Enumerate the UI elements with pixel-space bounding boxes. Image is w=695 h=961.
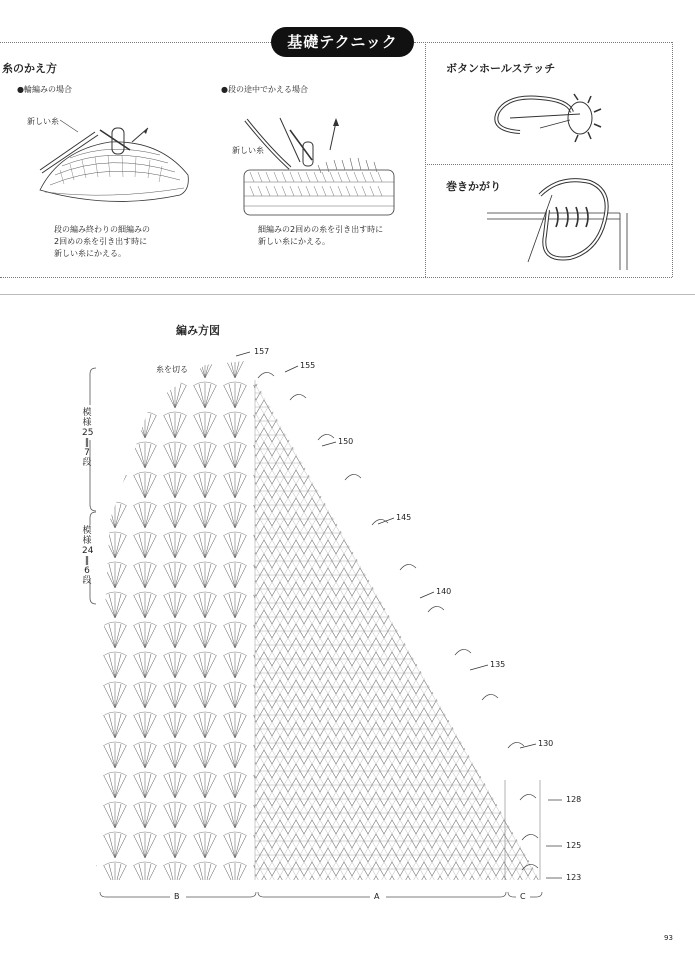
row-label-140: 140 <box>436 587 452 596</box>
yarn-change-heading: 糸のかえ方 <box>2 62 57 75</box>
section-a-label: A <box>374 892 380 901</box>
pattern-25-char-6: 段 <box>82 458 92 468</box>
pattern-24-char-1: 模 <box>82 526 92 536</box>
round-caption-line-2: 2回めの糸を引き出す時に <box>54 237 148 246</box>
whipstitch-heading: 巻きかがり <box>446 180 501 193</box>
midrow-caption-line-1: 細編みの2回めの糸を引き出す時に <box>258 225 384 234</box>
pattern-24-char-4: ‖ <box>84 556 90 566</box>
new-yarn-label-2: 新しい糸 <box>232 146 264 155</box>
pattern-25-char-1: 模 <box>82 408 92 418</box>
diagram-title: 編み方図 <box>176 324 220 337</box>
new-yarn-label-1: 新しい糸 <box>27 117 59 126</box>
buttonhole-heading: ボタンホールステッチ <box>446 62 556 75</box>
row-label-130: 130 <box>538 739 554 748</box>
pattern-25-char-4: ‖ <box>84 438 90 448</box>
round-knit-label: ●輪編みの場合 <box>17 85 72 94</box>
round-caption-line-1: 段の編み終わりの細編みの <box>54 225 150 234</box>
section-title: 基礎テクニック <box>271 27 414 57</box>
row-label-150: 150 <box>338 437 354 446</box>
pattern-24-char-6: 段 <box>82 576 92 586</box>
row-label-128: 128 <box>566 795 582 804</box>
midrow-label: ●段の途中でかえる場合 <box>221 85 308 94</box>
row-label-157: 157 <box>254 347 270 356</box>
round-caption-line-3: 新しい糸にかえる。 <box>54 249 126 258</box>
section-c-label: C <box>520 892 526 901</box>
row-label-155: 155 <box>300 361 316 370</box>
row-label-123: 123 <box>566 873 582 882</box>
section-b-label: B <box>174 892 180 901</box>
page-number: 93 <box>664 934 673 942</box>
row-label-125: 125 <box>566 841 582 850</box>
pattern-25-char-3: 25 <box>82 428 94 438</box>
midrow-caption-line-2: 新しい糸にかえる。 <box>258 237 330 246</box>
pattern-25-char-2: 様 <box>82 418 92 428</box>
pattern-24-char-2: 様 <box>82 536 92 546</box>
cut-yarn-label: 糸を切る <box>156 365 188 374</box>
row-label-135: 135 <box>490 660 506 669</box>
pattern-25-char-5: 7 <box>84 448 90 458</box>
pattern-24-char-3: 24 <box>82 546 94 556</box>
row-label-145: 145 <box>396 513 412 522</box>
pattern-24-char-5: 6 <box>84 566 90 576</box>
